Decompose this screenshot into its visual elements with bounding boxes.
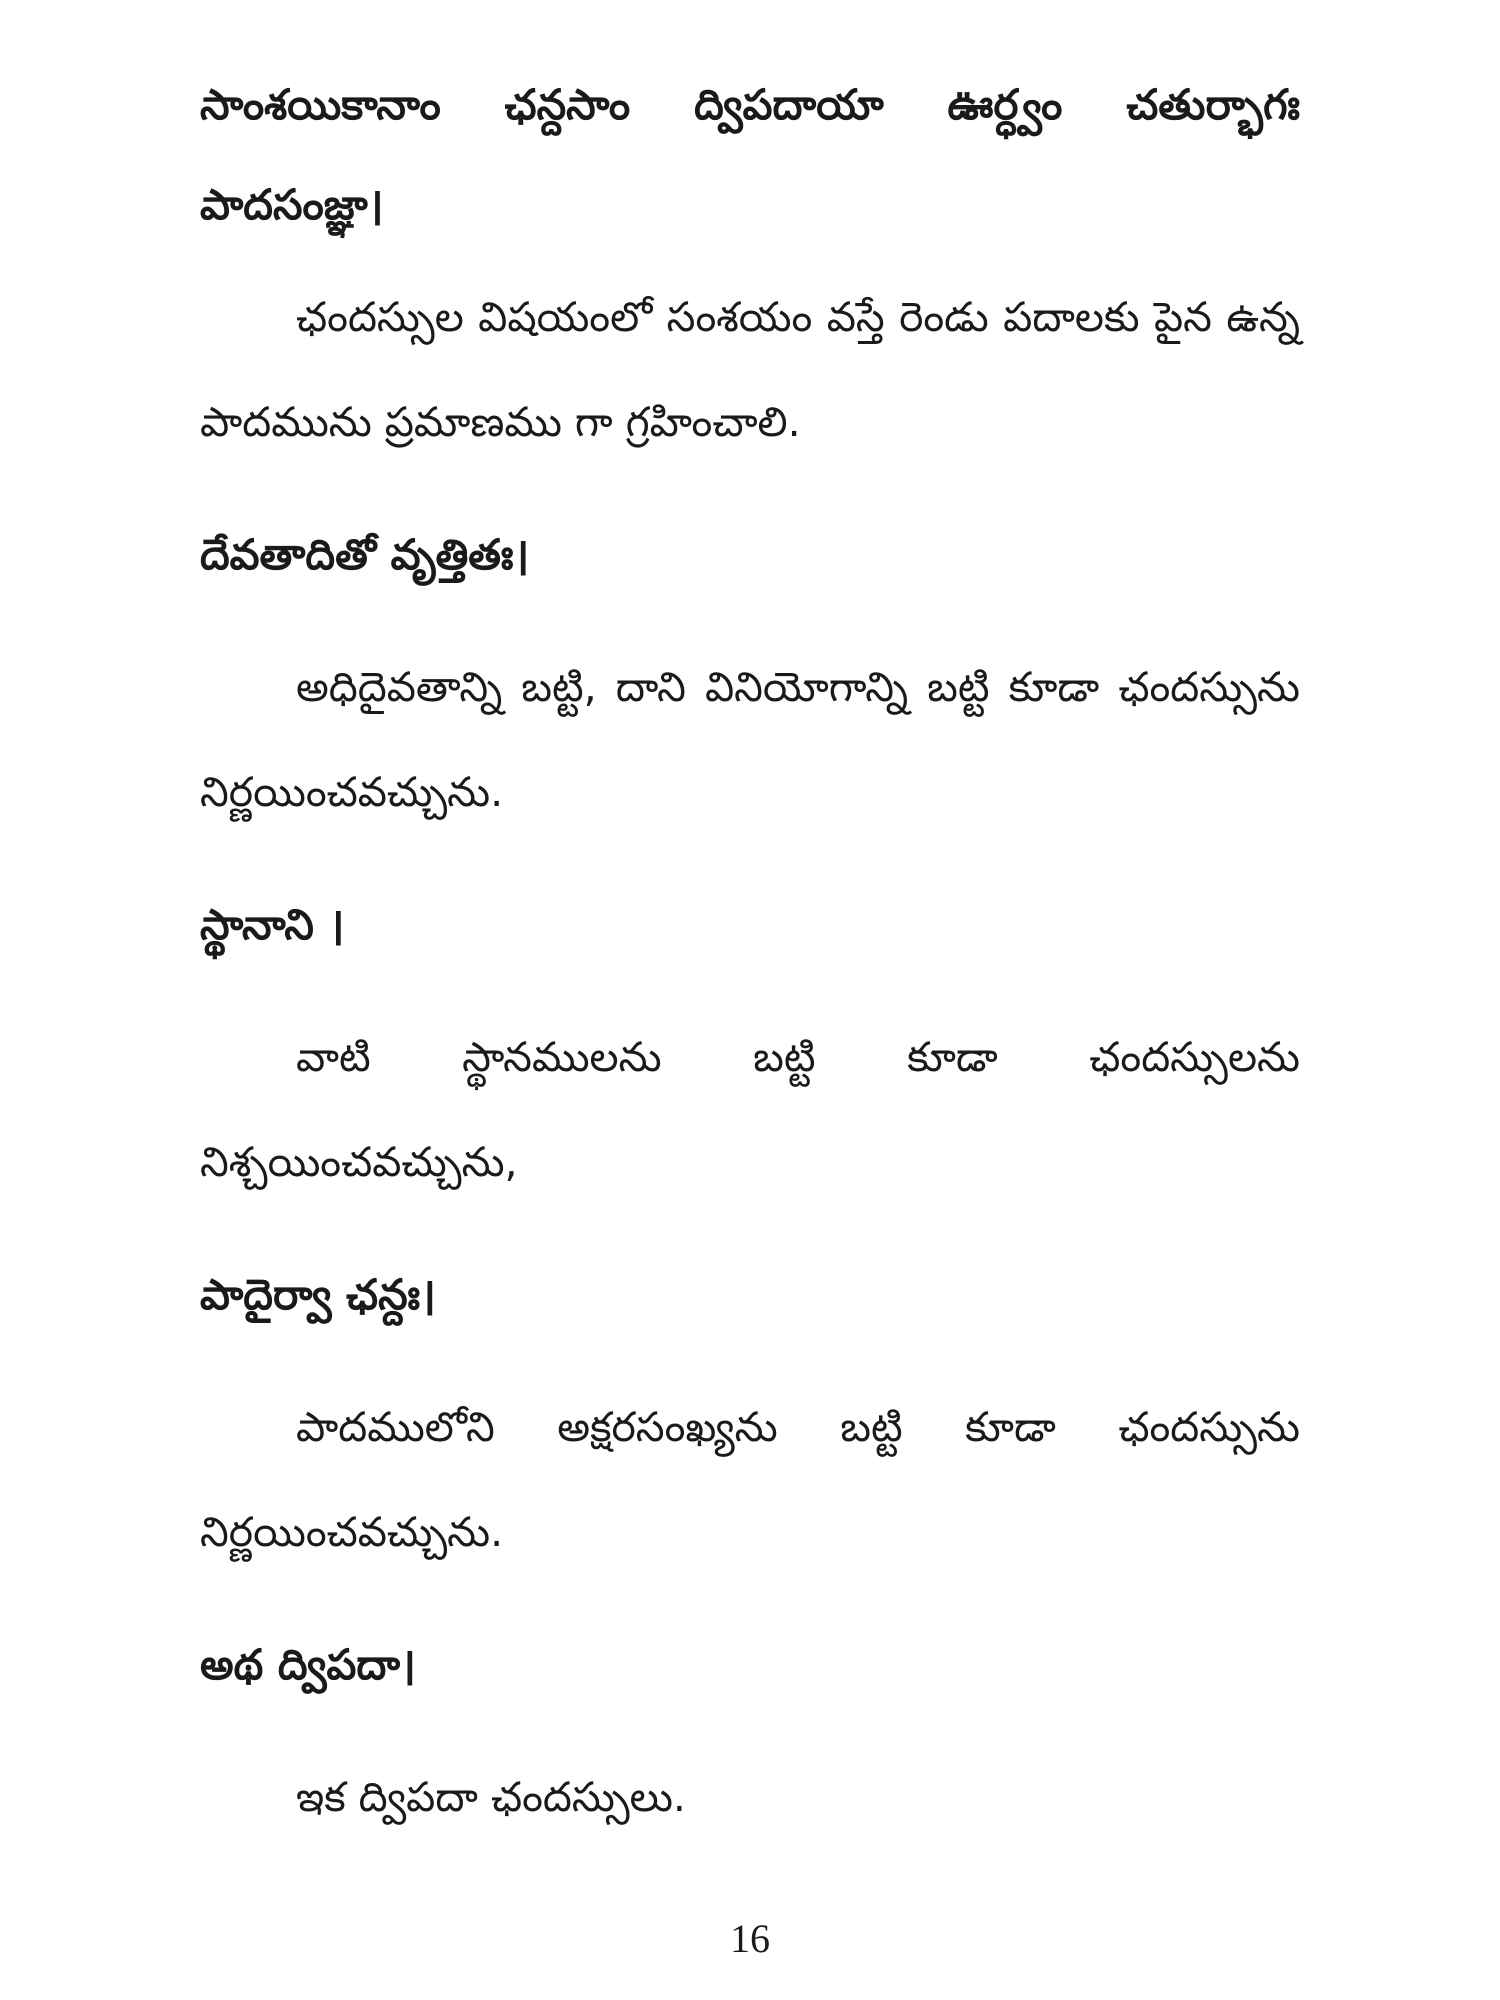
- sutra-heading-4: పాదైర్వా ఛన్దః।: [200, 1270, 436, 1319]
- sutra-heading-3: స్థానాని ।: [200, 900, 345, 949]
- page-body: [200, 55, 1300, 1850]
- commentary-paragraph-5: ఇక ద్విపదా ఛందస్సులు.: [296, 1773, 686, 1821]
- commentary-paragraph-4: పాదములోని అక్షరసంఖ్యను బట్టి కూడా ఛందస్సును నిర్ణయించవచ్చును.: [200, 1403, 1300, 1556]
- sutra-heading-5: అథ ద్విపదా।: [200, 1640, 416, 1689]
- commentary-paragraph-1: ఛందస్సుల విషయంలో సంశయం వస్తే రెండు పదాలకు పైన ఉన్న పాదమును ప్రమాణము గా గ్రహించాలి.: [200, 293, 1300, 446]
- sutra-heading-1: సాంశయికానాం ఛన్దసాం ద్విపదాయా ఊర్ధ్వం చతుర్భాగః పాదసంజ్ఞా।: [200, 80, 1300, 229]
- page-number: 16: [730, 1916, 770, 1961]
- sutra-heading-2: దేవతాదితో వృత్తితః।: [200, 530, 530, 579]
- commentary-paragraph-2: అధిదైవతాన్ని బట్టి, దాని వినియోగాన్ని బట్టి కూడా ఛందస్సును నిర్ణయించవచ్చును.: [200, 663, 1300, 816]
- commentary-paragraph-3: వాటి స్థానములను బట్టి కూడా ఛందస్సులను నిశ్చయించవచ్చును,: [200, 1033, 1300, 1186]
